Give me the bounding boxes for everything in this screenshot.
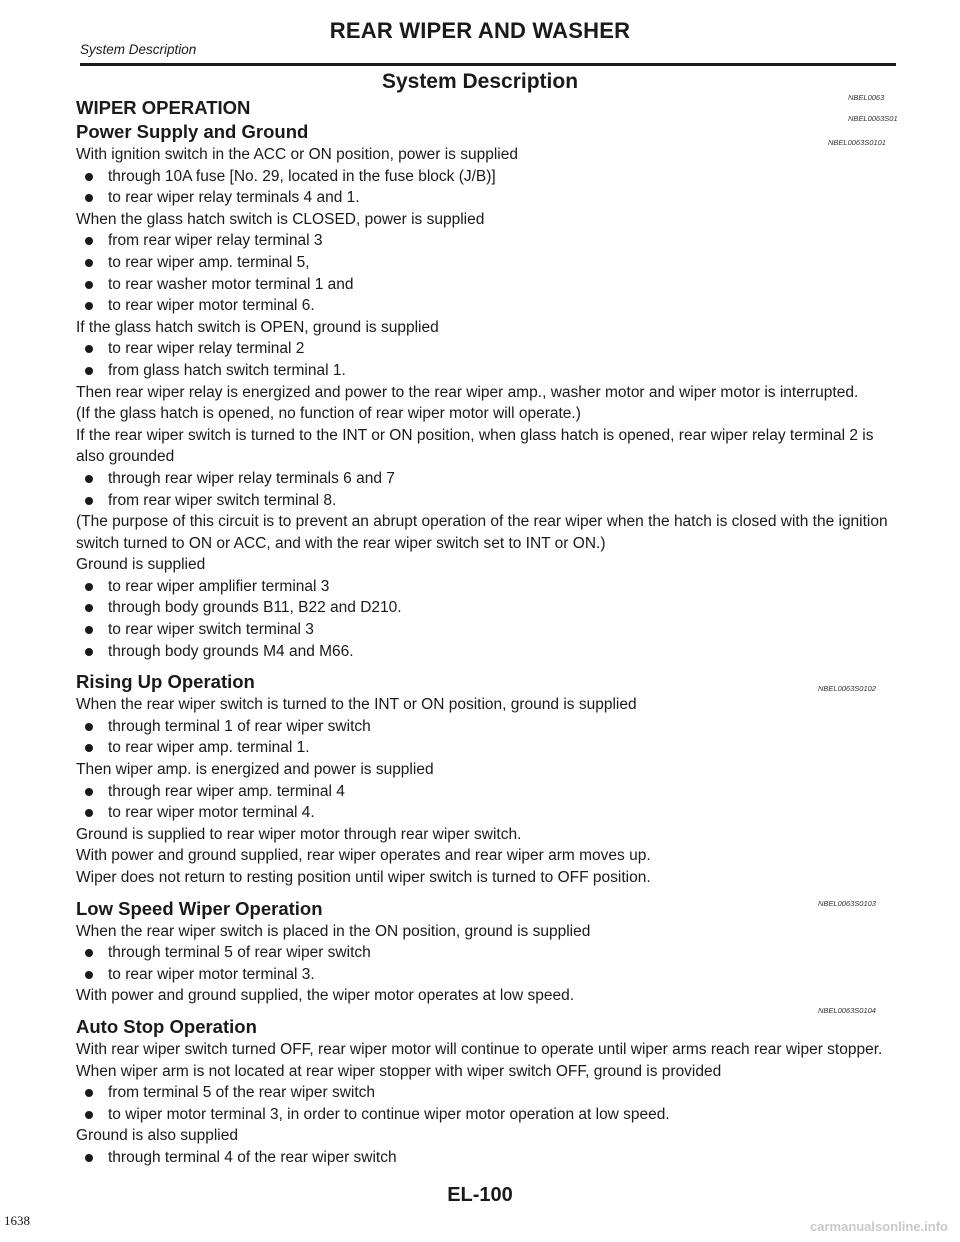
reference-code: NBEL0063S0102 xyxy=(818,684,876,693)
bullet-item: to rear wiper amplifier terminal 3 xyxy=(76,576,894,598)
reference-code: NBEL0063S0103 xyxy=(818,899,876,908)
auto-stop-heading: Auto Stop Operation xyxy=(76,1015,257,1037)
bullet-item: to rear wiper switch terminal 3 xyxy=(76,619,894,641)
bullet-item: from terminal 5 of the rear wiper switch xyxy=(76,1082,894,1104)
document-body xyxy=(76,96,894,1169)
power-supply-heading: Power Supply and Ground xyxy=(76,121,309,142)
bullet-item: through terminal 4 of the rear wiper switch xyxy=(76,1147,894,1169)
reference-code: NBEL0063S0101 xyxy=(828,138,886,147)
paragraph: Ground is also supplied xyxy=(76,1127,238,1145)
page-number: EL-100 xyxy=(447,1184,513,1206)
bullet-item: through rear wiper relay terminals 6 and 7 xyxy=(76,468,894,490)
bullet-item: through 10A fuse [No. 29, located in the fuse block (J/B)] xyxy=(76,166,894,188)
bullet-item: from rear wiper switch terminal 8. xyxy=(76,490,894,512)
bullet-list xyxy=(76,166,894,209)
paragraph: When the rear wiper switch is turned to the INT or ON position, ground is supplied xyxy=(76,696,637,714)
paragraph: With power and ground supplied, rear wiper operates and rear wiper arm moves up. xyxy=(76,847,651,865)
bullet-item: through terminal 5 of rear wiper switch xyxy=(76,942,894,964)
bullet-item: to rear wiper motor terminal 6. xyxy=(76,295,894,317)
bullet-item: to rear washer motor terminal 1 and xyxy=(76,274,894,296)
bullet-item: to rear wiper motor terminal 4. xyxy=(76,802,894,824)
paragraph: If the rear wiper switch is turned to the INT or ON position, when glass hatch is opened, rear wiper relay terminal 2 is also grounded xyxy=(76,426,874,466)
bullet-item: to rear wiper relay terminals 4 and 1. xyxy=(76,187,894,209)
paragraph: Ground is supplied to rear wiper motor through rear wiper switch. xyxy=(76,825,522,843)
paragraph: When the rear wiper switch is placed in the ON position, ground is supplied xyxy=(76,922,591,940)
bullet-item: to wiper motor terminal 3, in order to continue wiper motor operation at low speed. xyxy=(76,1104,894,1126)
paragraph: If the glass hatch switch is OPEN, ground is supplied xyxy=(76,318,439,336)
header-rule xyxy=(80,63,896,66)
bullet-item: through body grounds B11, B22 and D210. xyxy=(76,597,894,619)
bullet-item: through terminal 1 of rear wiper switch xyxy=(76,716,894,738)
reference-code: NBEL0063S0104 xyxy=(818,1006,876,1015)
side-page-number: 1638 xyxy=(4,1213,30,1228)
low-speed-heading: Low Speed Wiper Operation xyxy=(76,897,323,919)
bullet-list xyxy=(76,1147,894,1169)
bullet-list xyxy=(76,230,894,316)
paragraph: Then wiper amp. is energized and power is supplied xyxy=(76,761,434,779)
paragraph: Then rear wiper relay is energized and power to the rear wiper amp., washer motor and wiper motor is interrupted. xyxy=(76,383,859,401)
bullet-item: from rear wiper relay terminal 3 xyxy=(76,230,894,252)
paragraph: When wiper arm is not located at rear wiper stopper with wiper switch OFF, ground is provided xyxy=(76,1062,722,1080)
section-heading: System Description xyxy=(381,70,579,93)
bullet-item: from glass hatch switch terminal 1. xyxy=(76,360,894,382)
paragraph: With ignition switch in the ACC or ON position, power is supplied xyxy=(76,146,518,163)
reference-code: NBEL0063S01 xyxy=(848,114,898,123)
paragraph: With rear wiper switch turned OFF, rear wiper motor will continue to operate until wiper arms reach rear wiper stopper. xyxy=(76,1040,883,1058)
bullet-item: to rear wiper motor terminal 3. xyxy=(76,964,894,986)
paragraph: With power and ground supplied, the wiper motor operates at low speed. xyxy=(76,987,575,1005)
rising-up-heading: Rising Up Operation xyxy=(76,671,255,693)
bullet-item: to rear wiper amp. terminal 1. xyxy=(76,737,894,759)
page-title: REAR WIPER AND WASHER xyxy=(329,18,631,43)
paragraph: Wiper does not return to resting position until wiper switch is turned to OFF position. xyxy=(76,869,651,886)
bullet-list xyxy=(76,338,894,381)
paragraph: (If the glass hatch is opened, no function of rear wiper motor will operate.) xyxy=(76,405,581,423)
bullet-list xyxy=(76,1082,894,1125)
watermark: carmanualsonline.info xyxy=(810,1219,948,1234)
bullet-list xyxy=(76,781,894,824)
bullet-list xyxy=(76,716,894,759)
paragraph: (The purpose of this circuit is to prevent an abrupt operation of the rear wiper when the hatch is closed with the ignition switch turned to ON or ACC, and with the rear wiper switch set to INT or ON.) xyxy=(76,513,888,552)
section-label: System Description xyxy=(80,42,197,57)
wiper-operation-heading: WIPER OPERATION xyxy=(76,97,251,118)
bullet-item: to rear wiper amp. terminal 5, xyxy=(76,252,894,274)
reference-code: NBEL0063 xyxy=(848,93,885,102)
bullet-list xyxy=(76,468,894,511)
bullet-item: through body grounds M4 and M66. xyxy=(76,641,894,663)
bullet-item: to rear wiper relay terminal 2 xyxy=(76,338,894,360)
bullet-list xyxy=(76,942,894,985)
paragraph: Ground is supplied xyxy=(76,556,206,574)
paragraph: When the glass hatch switch is CLOSED, power is supplied xyxy=(76,210,485,228)
bullet-item: through rear wiper amp. terminal 4 xyxy=(76,781,894,803)
bullet-list xyxy=(76,576,894,662)
